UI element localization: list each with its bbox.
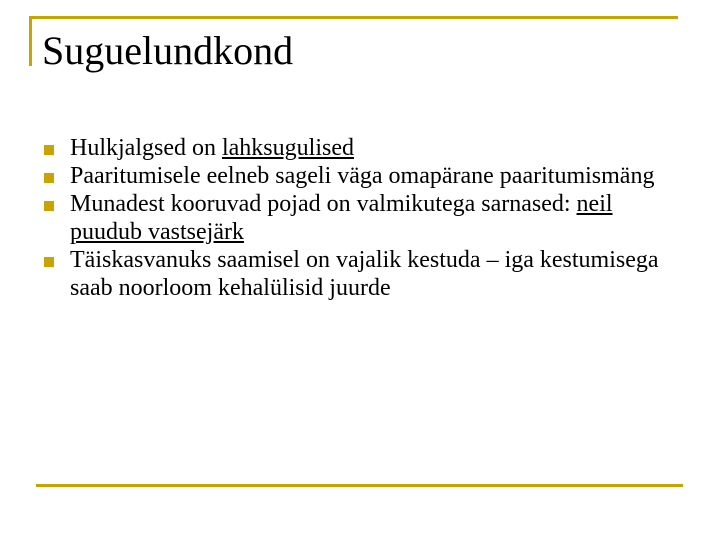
top-border-line (29, 16, 678, 19)
bottom-border-line (36, 484, 683, 487)
bullet-item (44, 162, 664, 190)
bullet-item (44, 190, 664, 246)
underlined-link[interactable]: lahksugulised (221, 135, 354, 161)
bullet-item (44, 246, 664, 302)
square-bullet-icon (44, 257, 54, 267)
slide-title: Suguelundkond (42, 28, 294, 73)
bullet-list (44, 134, 664, 302)
bullet-text: Hulkjalgsed on (70, 135, 222, 161)
square-bullet-icon (44, 173, 54, 183)
bullet-item (44, 134, 664, 162)
bullet-text: Täiskasvanuks saamisel on vajalik kestuda – iga kestumisega saab noorloom kehalülisid juurde (70, 247, 659, 301)
bullet-text: Paaritumisele eelneb sageli väga omapärane paaritumismäng (70, 163, 655, 189)
underlined-link[interactable]: neil puudub vastsejärk (70, 191, 613, 245)
square-bullet-icon (44, 145, 54, 155)
square-bullet-icon (44, 201, 54, 211)
left-border-line (29, 16, 32, 66)
bullet-text: Munadest kooruvad pojad on valmikutega sarnased: (70, 191, 577, 217)
